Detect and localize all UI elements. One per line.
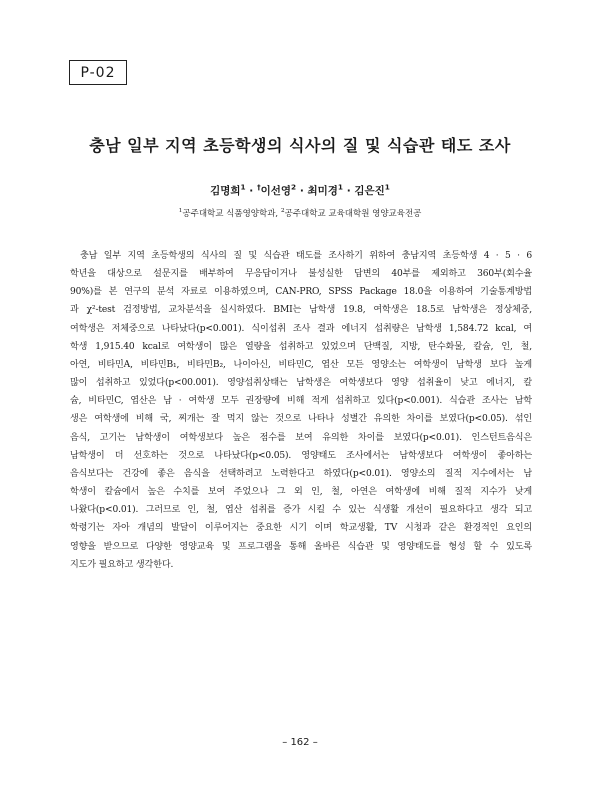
author-3: 최미경$^1$ — [307, 182, 344, 197]
abstract-line: 나왔다(p<0.01). 그러므로 인, 철, 엽산 섭취를 증가 시킬 수 있는 식생활 개선이 필요하다고 생각 되고 — [70, 505, 532, 516]
abstract-line: 학년을 대상으로 설문지를 배부하여 무응답이거나 불성실한 답변의 40부를 제외하고 360부(회수율 — [70, 269, 532, 280]
abstract-line: 음식, 고기는 남학생이 여학생보다 높은 점수를 보여 유의한 차이를 보였다(p<0.01). 인스턴트음식은 — [70, 432, 532, 443]
abstract-code-box — [69, 60, 127, 85]
abstract-line: 영향을 받으므로 다양한 영양교육 및 프로그램을 통해 올바른 식습관 및 영양태도를 형성 할 수 있도록 — [70, 541, 532, 552]
abstract-line: 음식보다는 건강에 좋은 음식을 선택하려고 노력한다고 하였다(p<0.01). 영양소의 질적 지수에서는 남 — [70, 468, 532, 479]
abstract-line: 학령기는 자아 개념의 발달이 이루어지는 중요한 시기 이며 학교생활, TV 시청과 같은 환경적인 요인의 — [70, 523, 532, 534]
author-list: 김명희$^1$ · †이선영$^2$ · 최미경$^1$ · 김은진$^1$ — [210, 182, 390, 197]
abstract-line: 학생 1,915.40 kcal로 여학생이 많은 열량을 섭취하고 있었으며 단백질, 지방, 탄수화물, 칼슘, 인, 철, — [70, 341, 532, 352]
page-number: – 162 – — [282, 737, 318, 748]
abstract-line: 충남 일부 지역 초등학생의 식사의 질 및 식습관 태도를 조사하기 위하여 충남지역 초등학생 4 · 5 · 6 — [80, 251, 532, 261]
abstract-line: 생은 여학생에 비해 국, 찌개는 잘 먹지 않는 것으로 나타나 성별간 유의한 차이를 보였다(p<0.05). 섞인 — [70, 414, 532, 425]
abstract-line: 지도가 필요하고 생각한다. — [70, 559, 174, 570]
abstract-body — [70, 247, 532, 574]
abstract-line: 많이 섭취하고 있었다(p<00.001). 영양섭취상태는 남학생은 여학생보다 영양 섭취율이 낮고 에너지, 칼 — [70, 378, 532, 389]
abstract-line: 90%)를 본 연구의 분석 자료로 이용하였으며, CAN-PRO, SPSS Package 18.0을 이용하여 기술통계방법 — [70, 287, 532, 298]
abstract-line: 과 χ²-test 검정방법, 교차분석을 실시하였다. BMI는 남학생 19.8, 여학생은 18.5로 남학생은 정상체중, — [70, 305, 532, 316]
abstract-line: 학생이 칼슘에서 높은 수치를 보여 주었으나 그 외 인, 철, 아연은 여학생에 비해 질적 지수가 낮게 — [70, 487, 532, 498]
paper-title: 충남 일부 지역 초등학생의 식사의 질 및 식습관 태도 조사 — [89, 136, 511, 155]
author-2: †이선영$^2$ — [256, 182, 297, 197]
affiliations: $^1$공주대학교 식품영양학과, $^2$공주대학교 교육대학원 영양교육전공 — [178, 207, 422, 219]
author-1: 김명희$^1$ — [210, 182, 246, 197]
abstract-code: P-02 — [80, 64, 116, 81]
abstract-line: 여학생은 저체중으로 나타났다(p<0.001). 식이섭취 조사 결과 에너지 섭취량은 남학생 1,584.72 kcal, 여 — [70, 323, 532, 334]
abstract-line: 아연, 비타민A, 비타민B₁, 비타민B₂, 나이아신, 비타민C, 엽산 모든 영양소는 여학생이 남학생 보다 높게 — [70, 359, 532, 370]
abstract-line: 남학생이 더 선호하는 것으로 나타났다(p<0.05). 영양태도 조사에서는 남학생보다 여학생이 좋아하는 — [70, 450, 532, 461]
abstract-line: 슘, 비타민C, 엽산은 남 · 여학생 모두 권장량에 비해 적게 섭취하고 있다(p<0.001). 식습관 조사는 남학 — [70, 396, 532, 407]
author-4: 김은진$^1$ — [354, 182, 390, 197]
